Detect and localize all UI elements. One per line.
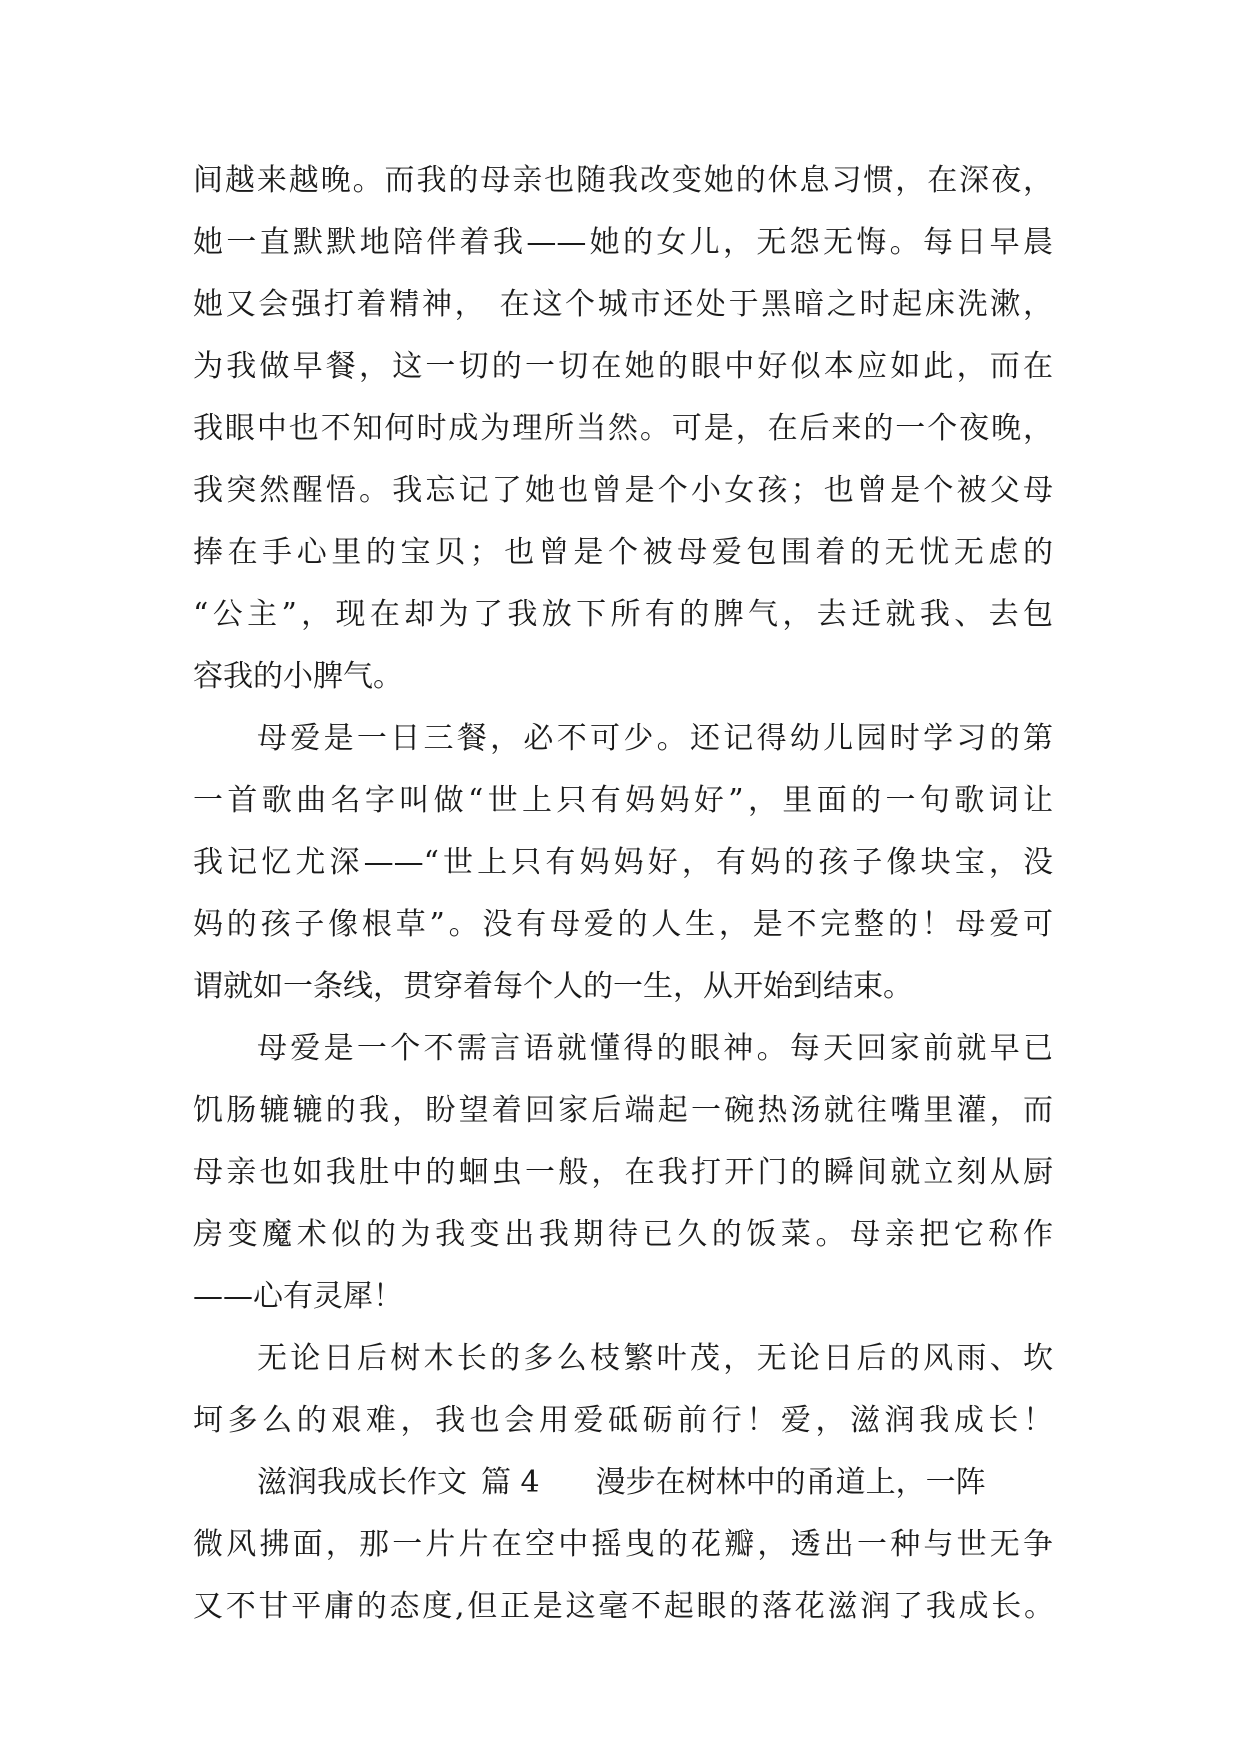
paragraph-line: 我突然醒悟。我忘记了她也曾是个小女孩；也曾是个被父母 bbox=[193, 473, 1053, 508]
paragraph-line: 微风拂面，那一片片在空中摇曳的花瓣，透出一种与世无争 bbox=[193, 1527, 1053, 1562]
paragraph-line: 母爱是一个不需言语就懂得的眼神。每天回家前就早已 bbox=[257, 1031, 1053, 1066]
paragraph-line: 又不甘平庸的态度,但正是这毫不起眼的落花滋润了我成长。 bbox=[193, 1589, 1053, 1624]
essay-heading-line bbox=[193, 1452, 1053, 1514]
essay-first-sentence: 漫步在树林中的甬道上，一阵 bbox=[595, 1465, 986, 1500]
essay-title: 滋润我成长作文 bbox=[257, 1465, 467, 1500]
paragraph-line: 她又会强打着精神， 在这个城市还处于黑暗之时起床洗漱， bbox=[193, 287, 1053, 322]
paragraph-line: 我记忆尤深——“世上只有妈妈好，有妈的孩子像块宝，没 bbox=[193, 845, 1053, 880]
paragraph-line: 饥肠辘辘的我，盼望着回家后端起一碗热汤就往嘴里灌，而 bbox=[193, 1093, 1053, 1128]
paragraph-line: 我眼中也不知何时成为理所当然。可是，在后来的一个夜晚， bbox=[193, 411, 1053, 446]
paragraph-line: 房变魔术似的为我变出我期待已久的饭菜。母亲把它称作 bbox=[193, 1217, 1053, 1252]
paragraph-line: 容我的小脾气。 bbox=[193, 659, 403, 694]
paragraph-line: 无论日后树木长的多么枝繁叶茂，无论日后的风雨、坎 bbox=[257, 1341, 1053, 1376]
paragraph-line: ——心有灵犀！ bbox=[193, 1279, 403, 1314]
paragraph-line: 为我做早餐，这一切的一切在她的眼中好似本应如此，而在 bbox=[193, 349, 1053, 384]
paragraph-line: 捧在手心里的宝贝；也曾是个被母爱包围着的无忧无虑的 bbox=[193, 535, 1053, 570]
paragraph-line: 谓就如一条线，贯穿着每个人的一生，从开始到结束。 bbox=[193, 969, 913, 1004]
paragraph-line: 坷多么的艰难，我也会用爱砥砺前行！爱，滋润我成长！ bbox=[193, 1403, 1053, 1438]
paragraph-line: 间越来越晚。而我的母亲也随我改变她的休息习惯，在深夜， bbox=[193, 163, 1053, 198]
paragraph-line: 她一直默默地陪伴着我——她的女儿，无怨无悔。每日早晨 bbox=[193, 225, 1053, 260]
paragraph-line: “公主”，现在却为了我放下所有的脾气，去迁就我、去包 bbox=[193, 597, 1053, 632]
essay-part-label: 篇 4 bbox=[481, 1465, 540, 1500]
paragraph-line: 母亲也如我肚中的蛔虫一般，在我打开门的瞬间就立刻从厨 bbox=[193, 1155, 1053, 1190]
paragraph-line: 妈的孩子像根草”。没有母爱的人生，是不完整的！母爱可 bbox=[193, 907, 1053, 942]
paragraph-line: 母爱是一日三餐，必不可少。还记得幼儿园时学习的第 bbox=[257, 721, 1053, 756]
paragraph-line: 一首歌曲名字叫做“世上只有妈妈好”，里面的一句歌词让 bbox=[193, 783, 1053, 818]
document-page bbox=[193, 150, 1053, 1638]
